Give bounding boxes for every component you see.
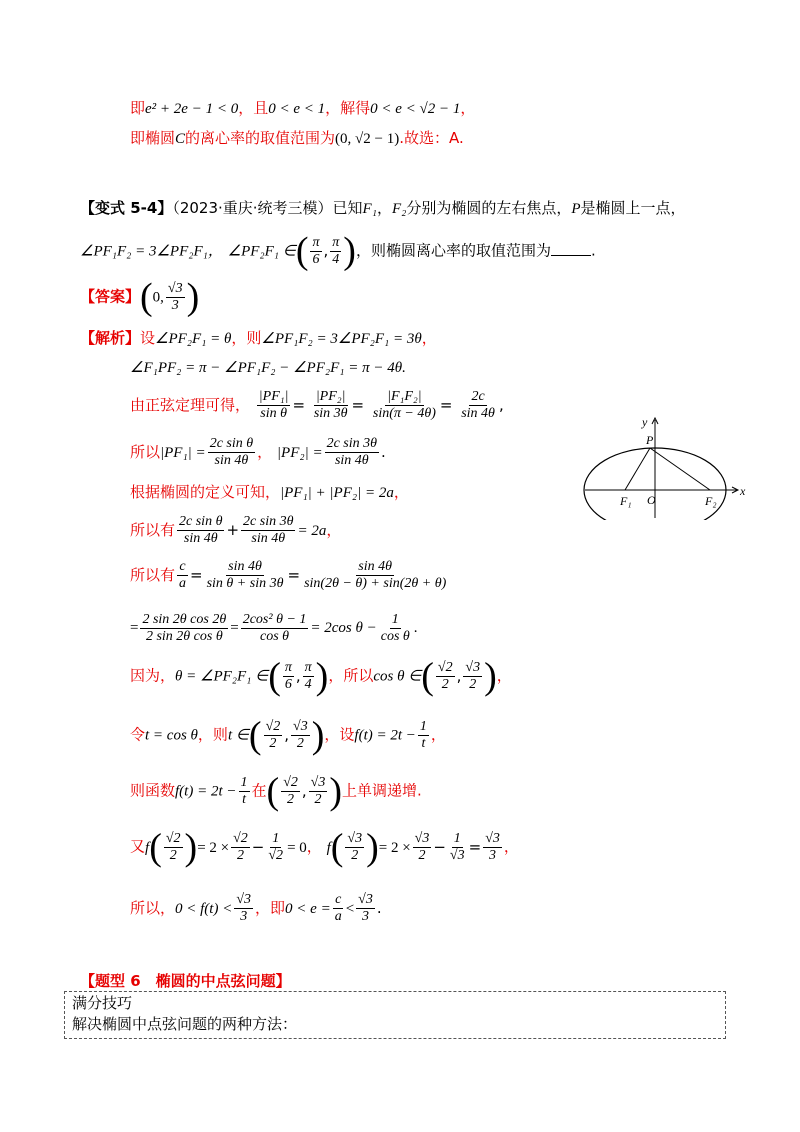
ellipse-figure [580,410,760,520]
label-F1: F₁ [620,494,632,508]
solution-line-8: = $\frac{\text{2 sin 2θ cos 2θ}}{\text{2 sin 2θ cos θ}}$ = $\frac{\text{2cos² θ − 1}}{\text{cos θ}}$ = 2cos θ − $\frac{1}{\text{cos θ}}$ . [130,612,418,644]
solution-line-3: 由正弦定理可得， $\frac{\text{|PF₁|}}{\text{sin θ}}$ = $\frac{\text{|PF₂|}}{\sin 3\theta}$ = $\frac{\text{|F₁F₂|}}{\sin(\pi - 4\theta)}$ = $\frac{2c}{\sin 4\theta}$ , [130,389,504,421]
label-x: x [740,484,746,498]
line-PF1 [625,448,650,490]
top-line-1: 即e² + 2e − 1 < 0，且0 < e < 1，解得0 < e < √2 − 1， [130,99,476,117]
solution-line-11: 则函数f(t) = 2t − $\frac{1}{t}$ 在( $\frac{√2}{2}$ , $\frac{√3}{2}$ )上单调递增. [130,770,422,812]
tip-text: 解决椭圆中点弦问题的两种方法： [72,1015,298,1033]
problem-line-2: ∠PF₁F₂ = 3∠PF₂F₁， ∠PF₂F₁ ∈( $\frac{\pi}{6}$ , $\frac{\pi}{4}$ )，则椭圆离心率的取值范围为 . [80,230,596,272]
solution-line-7: 所以有 $\frac{c}{a}$ = $\frac{\sin 4\theta}{\text{sin θ + sin 3θ}}$ = $\frac{\sin 4\theta}{\sin(2\theta - \theta) + \sin(2\theta + \theta)}$ [130,559,447,591]
solution-line-10: 令t = cos θ，则t ∈( $\frac{√2}{2}$ , $\frac{√3}{2}$ )，设f(t) = 2t − $\frac{1}{t}$ ， [130,714,446,756]
solution-line-4: 所以|PF₁| = $\frac{\text{2c sin θ}}{\sin 4\theta}$ ， |PF₂| = $\frac{\text{2c sin 3θ}}{\sin 4\theta}$ . [130,436,386,468]
top-line-2: 即椭圆C的离心率的取值范围为(0, √2 − 1).故选：A. [130,129,464,147]
solution-line-6: 所以有 $\frac{\text{2c sin θ}}{\sin 4\theta}$ + $\frac{\text{2c sin 3θ}}{\sin 4\theta}$ = 2a， [130,514,342,546]
tip-title: 满分技巧 [72,994,133,1012]
solution-line-1: 【解析】设∠PF₂F₁ = θ，则∠PF₁F₂ = 3∠PF₂F₁ = 3θ， [80,329,437,347]
section-6-title: 【题型 6 椭圆的中点弦问题】 [80,972,291,990]
answer-line: 【答案】(0, $\frac{√3}{3}$ ) [80,276,200,318]
label-F2: F₂ [705,494,717,508]
label-O: O [647,493,656,507]
solution-line-5: 根据椭圆的定义可知，|PF₁| + |PF₂| = 2a， [130,483,409,501]
solution-line-12: 又f( $\frac{√2}{2}$ )= 2 × $\frac{√2}{2}$ − $\frac{1}{√2}$ = 0， f( $\frac{√3}{2}$ )= 2 × $\frac{√3}{2}$ − $\frac{1}{√3}$ = $\frac{√3}{3}$ ， [130,826,519,868]
label-y: y [642,415,648,429]
solution-line-9: 因为，θ = ∠PF₂F₁ ∈( $\frac{\pi}{6}$ , $\frac{\pi}{4}$ )，所以cos θ ∈( $\frac{√2}{2}$ , $\frac{√3}{2}$ )， [130,655,512,697]
problem-line-1: 【变式 5-4】（2023·重庆·统考三模）已知F₁，F₂分别为椭圆的左右焦点，P是椭圆上一点， [80,199,686,217]
solution-line-13: 所以，0 < f(t) < $\frac{√3}{3}$ ，即0 < e = $\frac{c}{a}$ < $\frac{√3}{3}$ . [130,892,382,924]
line-PF2 [650,448,710,490]
label-P: P [646,433,654,447]
solution-line-2: ∠F₁PF₂ = π − ∠PF₁F₂ − ∠PF₂F₁ = π − 4θ. [130,360,406,376]
